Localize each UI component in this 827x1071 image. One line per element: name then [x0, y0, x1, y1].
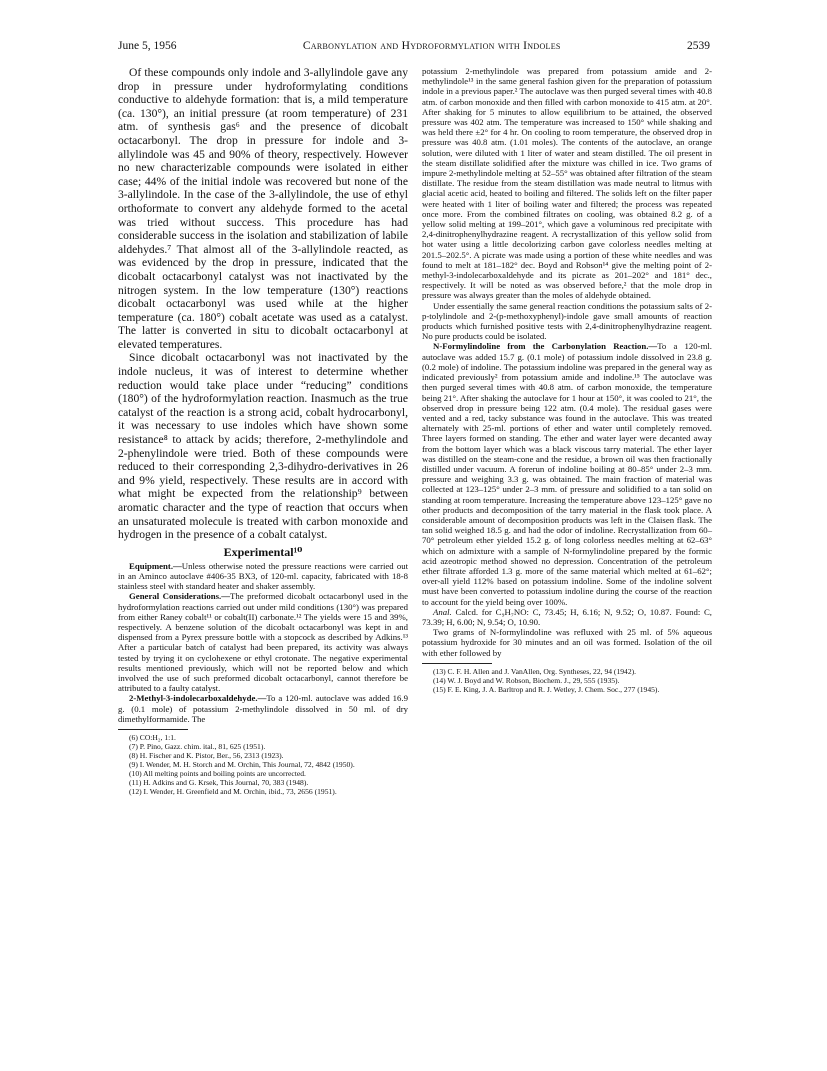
footnotes-left	[118, 733, 408, 796]
experimental-section	[118, 561, 408, 724]
footnote: (7) P. Pino, Gazz. chim. ital., 81, 625 (1951).	[129, 742, 266, 752]
paragraph-text: To a 120-ml. autoclave was added 15.7 g. (0.1 mole) of potassium indole dissolved in 23.8 g. (0.2 mole) of indoline. The potassium indoline was prepared in the general way as indicated previously² from potassium amide and indoline.¹⁵ The autoclave was then purged several times with 40.8 atm. of carbon monoxide, the temperature being 21°. After shaking the autoclave for 1 hour at 150°, it was cooled to 21°, the observed drop in pressure being 122 atm. (0.4 mole). The residual gases were vented and a red, tacky substance was found in the autoclave. This was treated alternately with 25-ml. portions of ether and water until completely removed. Three layers formed on standing. The ether and water layer were decanted away from the bottom layer which was a black viscous tarry material. The ether layer was distilled on the steam-cone and the residue, a brown oil was then fractionally distilled under vacuum. A forerun of indoline boiling at 80–85° under 2–3 mm. pressure and weighing 3.3 g. was obtained. The main fraction of material was collected at 123–125° under 2–3 mm. of pressure and solidified to a tan solid on standing at room temperature. Increasing the temperature above 123–125° gave no other products and decomposition of the tarry material in the flask took place. A considerable amount of decomposition products was left in the Claisen flask. The tan solid weighed 18.5 g. and had the odor of indoline. Recrystallization from 60–70° petroleum ether yielded 15.2 g. of long colorless needles melting at 62–63° which on admixture with a sample of N-formylindoline prepared by the formic acid azeotropic method showed no depression. Concentration of the petroleum ether filtrate afforded 1.3 g. more of the same material which melted at 61–62°; over-all yield 112% based on potassium indoline. Some of the indoline solvent must have been converted to potassium indoline during the course of the reaction to account for the yield being over 100%.	[422, 341, 712, 607]
paragraph-text: The preformed dicobalt octacarbonyl used in the hydroformylation reactions carried out under mild conditions (130°) was prepared from either Raney cobalt¹¹ or cobalt(II) carbonate.¹² The yields were 15 and 39%, respectively. A benzene solution of the dicobalt octacarbonyl was kept in and dispensed from a Pyrex pressure bottle with a stopcock as described by Adkins.¹³ After a particular batch of catalyst had been prepared, its activity was always tested by trying it on cyclohexene or ethyl crotonate. The negative experimental results mentioned previously, which will not be reported below and which involved the use of such preformed dicobalt octacarbonyl, cannot therefore be attributed to a faulty catalyst.	[118, 591, 409, 694]
paragraph-analysis	[422, 607, 712, 627]
run-in-heading: N-Formylindoline from the Carbonylation Reaction.—	[433, 341, 658, 352]
paragraph: Of these compounds only indole and 3-allylindole gave any drop in pressure under hydroformylating conditions conductive to aldehyde formation: that is, a mild temperature (ca. 130°), an initial pressure (at room temperature) of 231 atm. of synthesis gas⁶ and the presence of dicobalt octacarbonyl. The drop in pressure for indole and 3-allylindole was 45 and 90% of theory, respectively. However no new characterizable compounds were isolated in either case; 44% of the initial indole was recovered but none of the 3-allylindole. In the case of the 3-allylindole, the use of ethyl orthoformate to convert any aldehyde formed to the acetal was tried without success. This procedure has had considerable success in the isolation and stabilization of labile aldehydes.⁷ That almost all of the 3-allylindole reacted, as was evidenced by the drop in pressure, indicated that the dicobalt octacarbonyl catalyst was not inactivated by the nitrogen system. In the low temperature (130°) reactions dicobalt octacarbonyl was used while at the higher temperature (ca. 180°) cobalt acetate was used as a catalyst. The latter is converted in situ to dicobalt octacarbonyl at elevated temperatures.	[118, 66, 408, 351]
run-in-heading: 2-Methyl-3-indolecarboxaldehyde.—	[129, 693, 267, 704]
paragraph-text: Unless otherwise noted the pressure reactions were carried out in an Aminco autoclave #406-35 BX3, of 120-ml. capacity, fabricated with 18-8 stainless steel with standard heater and shaker assembly.	[118, 560, 408, 592]
header-title: Carbonylation and Hydroformylation with Indoles	[302, 40, 561, 52]
page-number: 2539	[687, 40, 710, 52]
paragraph-text: To a 120-ml. autoclave was added 16.9 g. (0.1 mole) of potassium 2-methylindole dissolved in 50 ml. of dry dimethylformamide. The	[118, 693, 408, 724]
footnote: (8) H. Fischer and K. Pistor, Ber., 56, 2313 (1923).	[129, 751, 284, 761]
experimental-continued	[422, 66, 712, 658]
paragraph-equipment	[118, 561, 408, 592]
experimental-heading: Experimental¹⁰	[223, 544, 303, 559]
run-in-heading: Equipment.—	[129, 560, 182, 571]
paragraph: Two grams of N-formylindoline was refluxed with 25 ml. of 5% aqueous potassium hydroxide for 30 minutes and an oil was formed. Isolation of the oil with ether followed by	[422, 627, 712, 658]
header-date: June 5, 1956	[118, 40, 177, 52]
paragraph-general	[118, 591, 408, 693]
footnote: (6) CO:H₂, 1:1.	[129, 733, 176, 743]
left-column	[118, 66, 408, 796]
footnote: (15) F. E. King, J. A. Barltrop and R. J. Wetley, J. Chem. Soc., 277 (1945).	[433, 684, 660, 694]
paragraph: Since dicobalt octacarbonyl was not inactivated by the indole nucleus, it was of interest to determine whether reduction would take place under “reducing” conditions (180°) of the hydroformylation reaction. Inasmuch as the true catalyst of the reaction is a strong acid, cobalt hydrocarbonyl, it was necessary to use indoles which have shown some resistance⁸ to attack by acids; therefore, 2-methylindole and 2-phenylindole were tried. Both of these compounds were reduced to their corresponding 2,3-dihydro-derivatives in 26 and 9% yield, respectively. These results are in accord with what might be expected from the relationship⁹ between aromatic character and the type of reaction that occurs when an unsaturated molecule is treated with carbon monoxide and hydrogen in the presence of a cobalt catalyst.	[118, 351, 408, 542]
paragraph-nformyl	[422, 341, 712, 606]
footnote-rule	[422, 663, 492, 664]
footnotes-right	[422, 667, 712, 694]
paragraph: Under essentially the same general reaction conditions the potassium salts of 2-p-tolylindole and 2-(p-methoxyphenyl)-indole gave small amounts of reaction products which furnished positive tests with 2,4-dinitrophenylhydrazine reagent. No pure products could be isolated.	[422, 300, 712, 342]
paragraph: potassium 2-methylindole was prepared from potassium amide and 2-methylindole¹³ in the same general fashion given for the preparation of potassium indole in a previous paper.² The autoclave was then purged several times with 40.8 atm. of carbon monoxide and then filled with carbon monoxide to 415 atm. at 20°. After shaking for 5 minutes to allow equilibrium to be attained, the observed pressure was 402 atm. The temperature was increased to 150° while shaking and was held there ±2° for 4 hr. On cooling to room temperature, the observed drop in pressure was 40.8 atm. (1.01 moles). The contents of the autoclave, an orange solution, were diluted with 1 liter of water and steam distilled. The oil present in the steam distillate solidified after the mixture was chilled in ice. Two grams of impure 2-methylindole melting at 52–55° was obtained after filtration of the steam distillate. The residue from the steam distillation was made neutral to litmus with glacial acetic acid, heated to boiling and filtered. The solids left on the filter paper were heated with 1 liter of boiling water and filtered; the process was repeated once more. From the combined filtrates on cooling, was obtained 8.2 g. of a yellow solid melting at 199–201°, which gave a voluminous red precipitate with 2,4-dinitrophenylhydrazine reagent. A recrystallization of this yellow solid from hot water using a little decolorizing carbon gave colorless needles melting at 201.5–202.5°. A picrate was made using a portion of these white needles and was found to melt at 181–182° dec. Boyd and Robson¹⁴ give the melting point of 2-methyl-3-indolecarboxaldehyde and its picrate as 201–202° and 181° dec., respectively. It will be noted as was observed before,² that the mole drop in pressure was always greater than the moles of aldehyde obtained.	[422, 66, 712, 301]
footnote: (11) H. Adkins and G. Krsek, This Journal, 70, 383 (1948).	[129, 778, 309, 788]
run-in-heading: General Considerations.—	[129, 591, 230, 602]
footnote-rule	[118, 729, 188, 730]
analysis-label: Anal.	[433, 606, 452, 617]
discussion-section	[118, 66, 408, 542]
paragraph-methyl	[118, 693, 408, 724]
analysis-text: Calcd. for C₉H₇NO: C, 73.45; H, 6.16; N, 9.52; O, 10.87. Found: C, 73.39; H, 6.00; N, 9.54; O, 10.90.	[422, 606, 712, 627]
footnote: (10) All melting points and boiling points are uncorrected.	[129, 769, 306, 779]
footnote: (12) I. Wender, H. Greenfield and M. Orchin, ibid., 73, 2656 (1951).	[129, 787, 337, 797]
right-column	[422, 66, 712, 694]
footnote: (14) W. J. Boyd and W. Robson, Biochem. J., 29, 555 (1935).	[433, 675, 620, 685]
footnote: (13) C. F. H. Allen and J. VanAllen, Org. Syntheses, 22, 94 (1942).	[433, 666, 637, 676]
running-header	[118, 40, 710, 52]
footnote: (9) I. Wender, M. H. Storch and M. Orchin, This Journal, 72, 4842 (1950).	[129, 760, 355, 770]
